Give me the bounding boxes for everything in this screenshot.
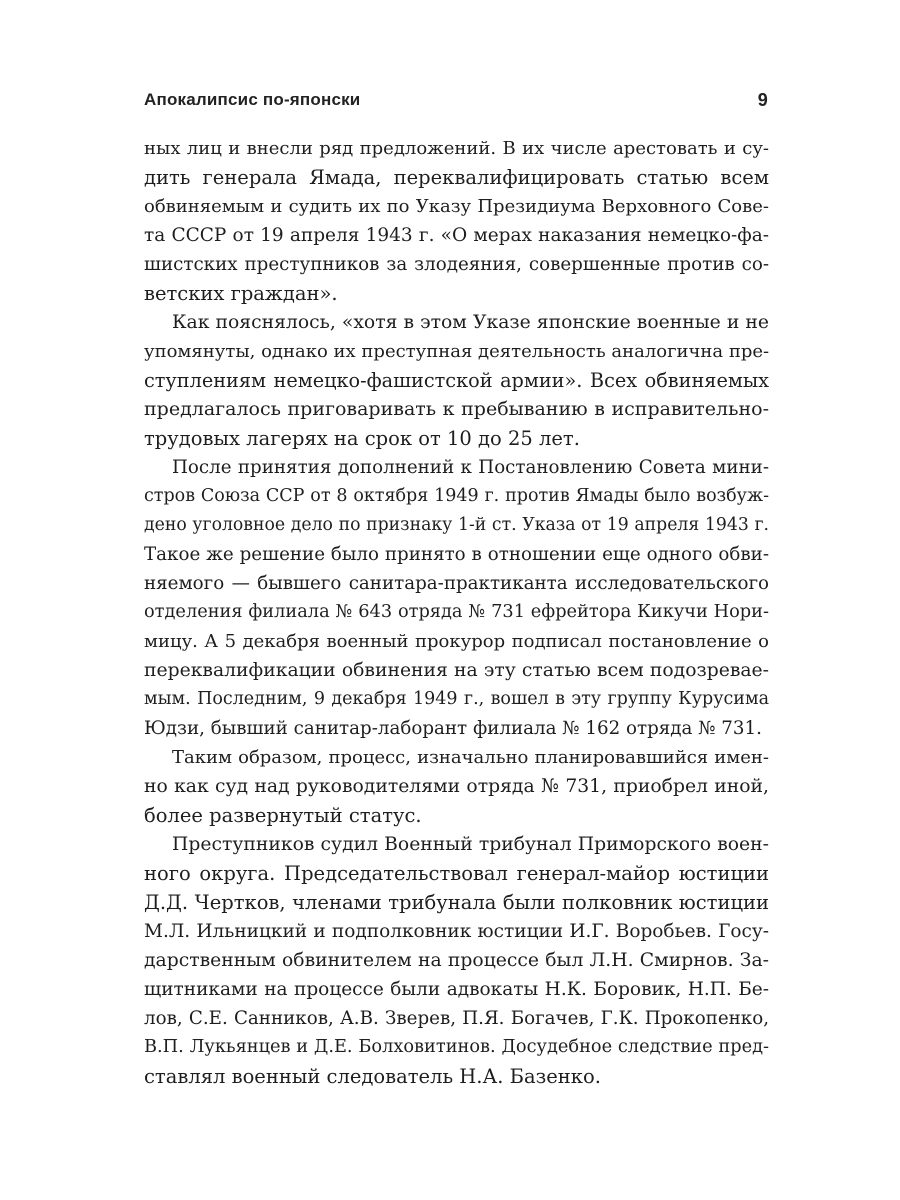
text-line: переквалификации обвинения на эту статью всем подозревае-: [144, 660, 769, 681]
text-line: Такое же решение было принято в отношении еще одного обви-: [144, 544, 769, 565]
text-line: ступлениям немецко-фашистской армии». Всех обвиняемых: [144, 369, 769, 392]
paragraph-5: [144, 830, 769, 1091]
page-number: 9: [757, 90, 768, 110]
text-line: Таким образом, процесс, изначально планировавшийся имен-: [172, 747, 769, 768]
body-text: [144, 134, 769, 1091]
text-line: обвиняемым и судить их по Указу Президиума Верховного Сове-: [144, 196, 769, 217]
text-line: более развернутый статус.: [144, 804, 422, 827]
text-line: отделения филиала № 643 отряда № 731 ефрейтора Кикучи Нори-: [144, 602, 769, 622]
text-line: дарственным обвинителем на процессе был Л.Н. Смирнов. За-: [144, 950, 769, 971]
text-line: няемого — бывшего санитара-практиканта исследовательского: [144, 573, 769, 594]
paragraph-1: [144, 134, 769, 308]
text-line: В.П. Лукьянцев и Д.Е. Болховитинов. Досудебное следствие пред-: [144, 1037, 769, 1057]
text-line: шистских преступников за злодеяния, совершенные против со-: [144, 254, 769, 275]
running-head: [144, 90, 768, 118]
text-line: но как суд над руководителями отряда № 731, приобрел иной,: [144, 776, 769, 797]
paragraph-4: [144, 743, 769, 830]
text-line: предлагалось приговаривать к пребыванию в исправительно-: [144, 398, 769, 420]
text-line: щитниками на процессе были адвокаты Н.К. Боровик, Н.П. Бе-: [144, 979, 769, 1000]
text-line: мым. Последним, 9 декабря 1949 г., вошел в эту группу Курусима: [144, 689, 769, 709]
text-line: Д.Д. Чертков, членами трибунала были полковник юстиции: [144, 891, 769, 914]
text-line: ветских граждан».: [144, 282, 338, 305]
paragraph-2: [144, 308, 769, 453]
text-line: ного округа. Председательствовал генерал-майор юстиции: [144, 862, 769, 885]
paragraph-3: [144, 453, 769, 743]
text-line: упомянуты, однако их преступная деятельность аналогична пре-: [144, 341, 770, 362]
text-line: мицу. А 5 декабря военный прокурор подписал постановление о: [144, 631, 769, 652]
text-line: дено уголовное дело по признаку 1-й ст. Указа от 19 апреля 1943 г.: [144, 515, 769, 535]
text-line: лов, С.Е. Санников, А.В. Зверев, П.Я. Богачев, Г.К. Прокопенко,: [144, 1008, 769, 1029]
text-line: дить генерала Ямада, переквалифицировать статью всем: [144, 166, 769, 189]
text-line: ных лиц и внесли ряд предложений. В их числе арестовать и су-: [144, 138, 769, 159]
text-line: та СССР от 19 апреля 1943 г. «О мерах наказания немецко-фа-: [144, 225, 769, 246]
running-title: Апокалипсис по-японски: [144, 90, 361, 109]
text-line: После принятия дополнений к Постановлению Совета мини-: [172, 457, 769, 478]
text-line: Преступников судил Военный трибунал Приморского воен-: [172, 834, 769, 855]
text-line: Как пояснялось, «хотя в этом Указе японские военные и не: [172, 312, 769, 333]
text-line: М.Л. Ильницкий и подполковник юстиции И.Г. Воробьев. Госу-: [144, 921, 769, 942]
text-line: трудовых лагерях на срок от 10 до 25 лет.: [144, 427, 580, 450]
text-line: стров Союза ССР от 8 октября 1949 г. против Ямады было возбуж-: [144, 486, 769, 506]
text-line: ставлял военный следователь Н.А. Базенко.: [144, 1065, 601, 1088]
text-line: Юдзи, бывший санитар-лаборант филиала № 162 отряда № 731.: [144, 718, 762, 739]
